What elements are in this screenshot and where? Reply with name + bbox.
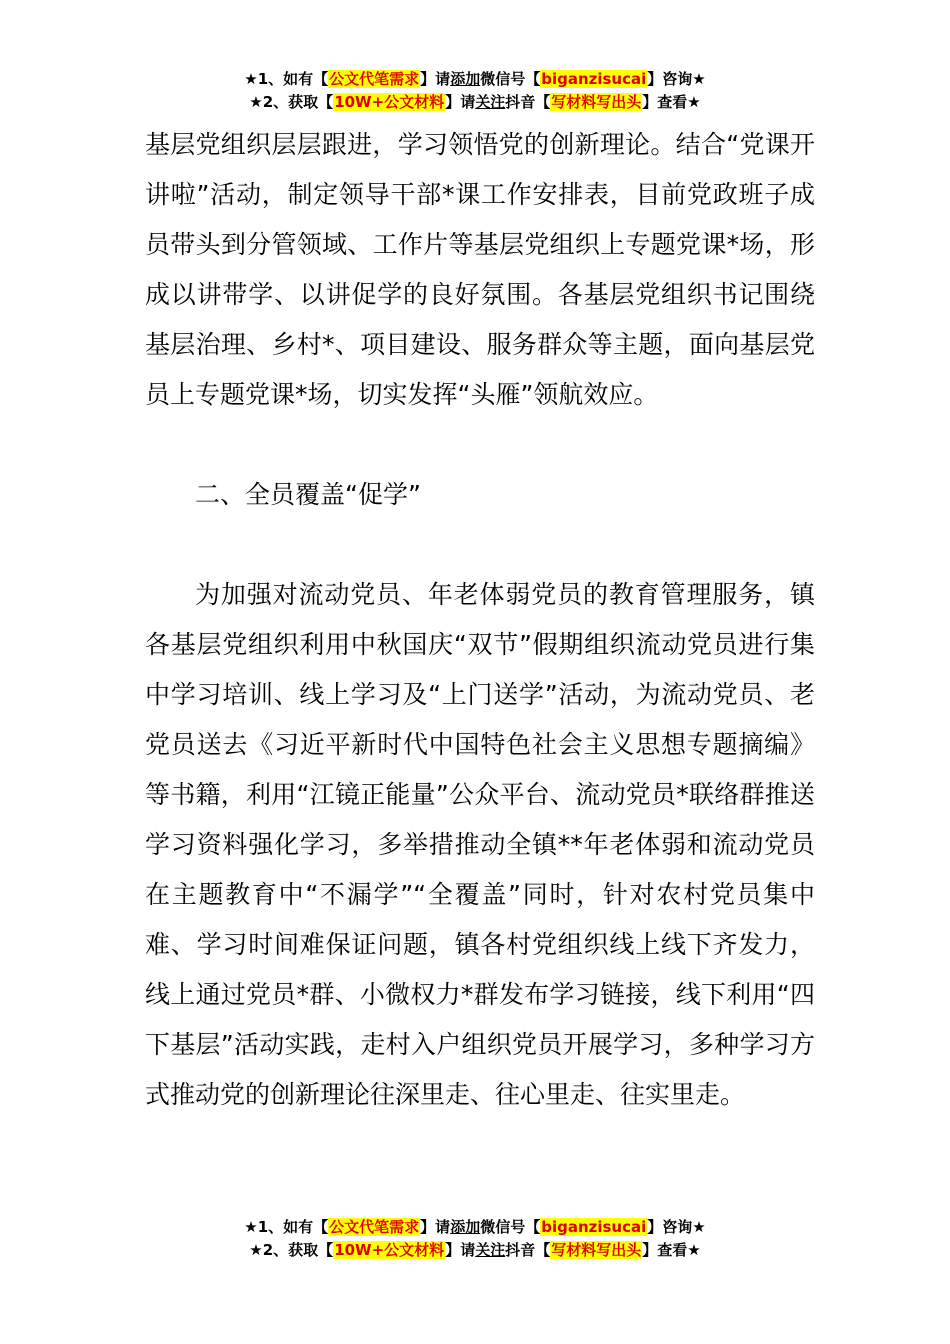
banner-text: 】请	[420, 1218, 451, 1236]
banner-text: 抖音【	[505, 1241, 551, 1259]
banner-line-1	[0, 1216, 950, 1239]
banner-text: 微信号【	[480, 70, 541, 88]
highlight-douyin: 写材料写出头	[551, 93, 642, 111]
banner-text: 微信号【	[480, 1218, 541, 1236]
banner-text: 】咨询★	[647, 70, 706, 88]
underlined-text: 添加	[450, 70, 481, 88]
underlined-text: 关注	[475, 1241, 506, 1259]
highlight-wechat-id: biganzisucai	[541, 70, 647, 88]
highlight-service: 公文代笔需求	[329, 70, 420, 88]
highlight-materials: 10W+公文材料	[334, 1241, 445, 1259]
paragraph-1: 基层党组织层层跟进，学习领悟党的创新理论。结合“党课开讲啦”活动，制定领导干部*课工作安排表，目前党政班子成员带头到分管领域、工作片等基层党组织上专题党课*场，形成以讲带学、以讲促学的良好氛围。各基层党组织书记围绕基层治理、乡村*、项目建设、服务群众等主题，面向基层党员上专题党课*场，切实发挥“头雁”领航效应。	[145, 130, 815, 409]
document-body	[145, 120, 815, 1120]
banner-text: ★1、如有【	[244, 1218, 329, 1236]
section-heading-2: 二、全员覆盖“促学”	[195, 480, 421, 509]
underlined-text: 关注	[475, 93, 506, 111]
highlight-materials: 10W+公文材料	[334, 93, 445, 111]
banner-text: ★1、如有【	[244, 70, 329, 88]
banner-text: 】请	[445, 1241, 476, 1259]
banner-text: 】咨询★	[647, 1218, 706, 1236]
banner-text: ★2、获取【	[249, 93, 334, 111]
top-banner	[0, 68, 950, 114]
highlight-douyin: 写材料写出头	[551, 1241, 642, 1259]
banner-line-2	[0, 1239, 950, 1262]
bottom-banner	[0, 1216, 950, 1262]
banner-text: 抖音【	[505, 93, 551, 111]
paragraph-2: 为加强对流动党员、年老体弱党员的教育管理服务，镇各基层党组织利用中秋国庆“双节”假期组织流动党员进行集中学习培训、线上学习及“上门送学”活动，为流动党员、老党员送去《习近平新时代中国特色社会主义思想专题摘编》等书籍，利用“江镜正能量”公众平台、流动党员*联络群推送学习资料强化学习，多举措推动全镇**年老体弱和流动党员在主题教育中“不漏学”“全覆盖”同时，针对农村党员集中难、学习时间难保证问题，镇各村党组织线上线下齐发力，线上通过党员*群、小微权力*群发布学习链接，线下利用“四下基层”活动实践，走村入户组织党员开展学习，多种学习方式推动党的创新理论往深里走、往心里走、往实里走。	[145, 580, 815, 1109]
banner-line-2	[0, 91, 950, 114]
banner-text: 】查看★	[642, 1241, 701, 1259]
banner-line-1	[0, 68, 950, 91]
highlight-service: 公文代笔需求	[329, 1218, 420, 1236]
underlined-text: 添加	[450, 1218, 481, 1236]
banner-text: 】查看★	[642, 93, 701, 111]
highlight-wechat-id: biganzisucai	[541, 1218, 647, 1236]
banner-text: 】请	[420, 70, 451, 88]
banner-text: 】请	[445, 93, 476, 111]
banner-text: ★2、获取【	[249, 1241, 334, 1259]
